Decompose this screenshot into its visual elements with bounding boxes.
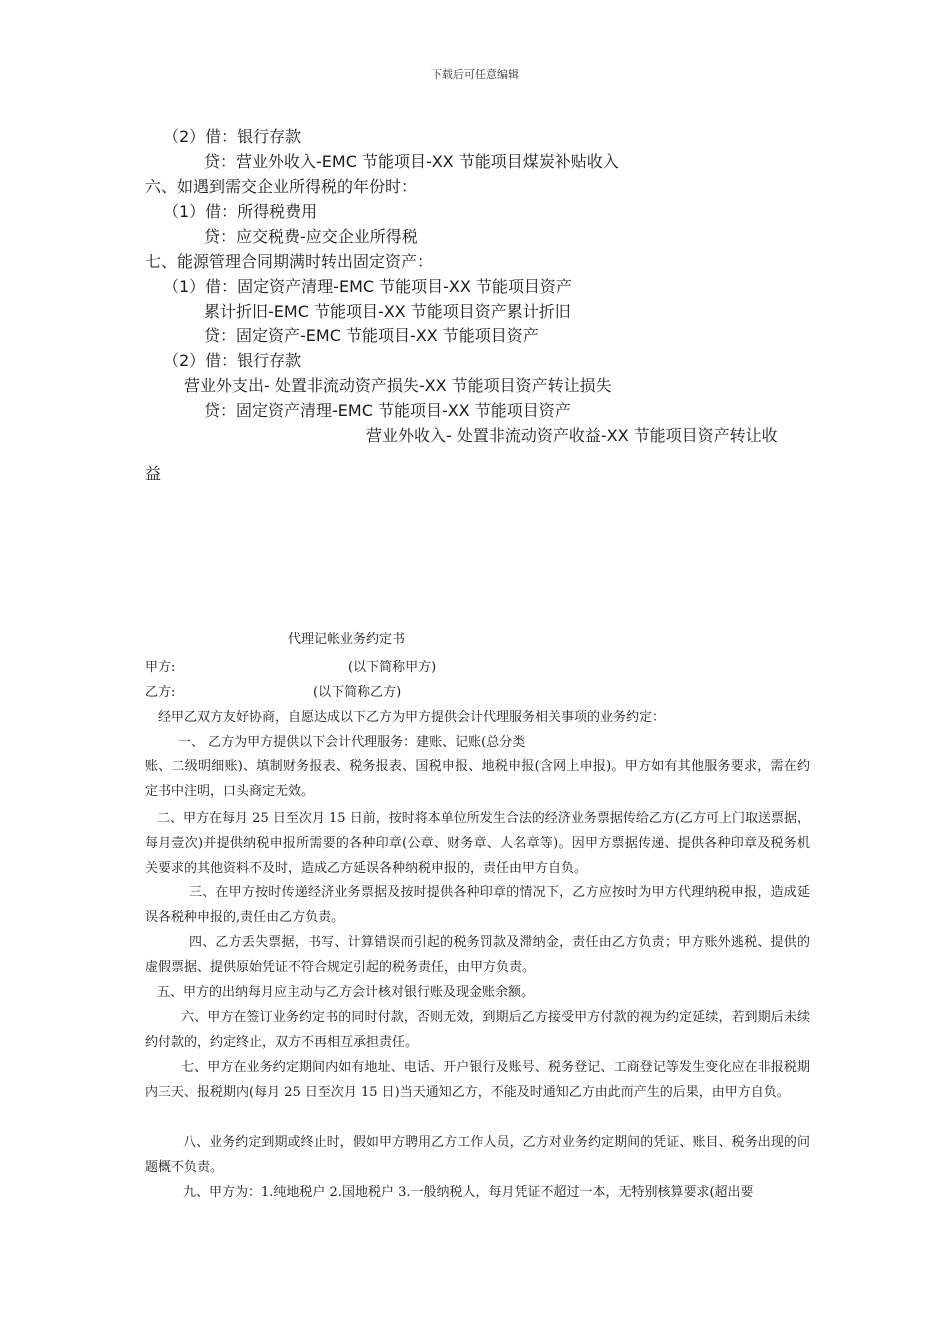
party-a-label: 甲方: xyxy=(145,660,176,675)
entry-line: （2）借：银行存款 xyxy=(163,351,302,370)
entry-line: （2）借：银行存款 xyxy=(163,127,302,146)
entry-line: 营业外收入- 处置非流动资产收益-XX 节能项目资产转让收 xyxy=(366,426,778,445)
entry-line: 贷：应交税费-应交企业所得税 xyxy=(204,227,418,246)
entry-line: 贷：固定资产-EMC 节能项目-XX 节能项目资产 xyxy=(204,326,539,345)
page-header: 下载后可任意编辑 xyxy=(431,68,519,81)
party-a-note: (以下简称甲方) xyxy=(348,660,437,675)
entry-line: 贷：固定资产清理-EMC 节能项目-XX 节能项目资产 xyxy=(204,401,571,420)
entry-line: 贷：营业外收入-EMC 节能项目-XX 节能项目煤炭补贴收入 xyxy=(204,152,619,171)
agreement-intro: 经甲乙双方友好协商，自愿达成以下乙方为甲方提供会计代理服务相关事项的业务约定： xyxy=(158,710,666,725)
clause-1-rest: 账、二级明细账)、填制财务报表、税务报表、国税申报、地税申报(含网上申报)。甲方如有其他服务要求，需在约定书中注明，口头商定无效。 xyxy=(145,759,810,799)
clause-8: 八、业务约定到期或终止时，假如甲方聘用乙方工作人员，乙方对业务约定期间的凭证、账目、税务出现的问题概不负责。 xyxy=(145,1135,810,1175)
entry-line: （1）借：固定资产清理-EMC 节能项目-XX 节能项目资产 xyxy=(163,277,572,296)
clause-5: 五、甲方的出纳每月应主动与乙方会计核对银行账及现金账余额。 xyxy=(157,985,535,1000)
agreement-title: 代理记帐业务约定书 xyxy=(288,632,406,647)
clause-3: 三、在甲方按时传递经济业务票据及按时提供各种印章的情况下，乙方应按时为甲方代理纳税申报，造成延误各税种申报的,责任由乙方负责。 xyxy=(145,885,810,925)
clause-9: 九、甲方为：1.纯地税户 2.国地税户 3.一般纳税人，每月凭证不超过一本，无特别核算要求(超出要 xyxy=(183,1185,754,1200)
entry-line: 营业外支出- 处置非流动资产损失-XX 节能项目资产转让损失 xyxy=(184,376,612,395)
entry-line: （1）借：所得税费用 xyxy=(163,202,318,221)
clause-6: 六、甲方在签订业务约定书的同时付款，否则无效，到期后乙方接受甲方付款的视为约定延续，若到期后未续约付款的，约定终止，双方不再相互承担责任。 xyxy=(145,1010,810,1050)
section-heading: 六、如遇到需交企业所得税的年份时： xyxy=(145,177,418,196)
clause-2: 二、甲方在每月 25 日至次月 15 日前，按时将本单位所发生合法的经济业务票据传给乙方(乙方可上门取送票据，每月壹次)并提供纳税申报所需要的各种印章(公章、财务章、人名章等)。因甲方票据传递、提供各种印章及税务机关要求的其他资料不及时，造成乙方延误各种纳税申报的，责任由甲方自负。 xyxy=(145,811,810,876)
entry-line: 累计折旧-EMC 节能项目-XX 节能项目资产累计折旧 xyxy=(204,302,571,321)
clause-1-first-line: 一、 乙方为甲方提供以下会计代理服务：建账、记账(总分类 xyxy=(178,735,526,750)
clause-7: 七、甲方在业务约定期间内如有地址、电话、开户银行及账号、税务登记、工商登记等发生变化应在非报税期内三天、报税期内(每月 25 日至次月 15 日)当天通知乙方，不能及时通知乙方由此而产生的后果，由甲方自负。 xyxy=(145,1060,810,1100)
clause-4: 四、乙方丢失票据，书写、计算错误而引起的税务罚款及滞纳金，责任由乙方负责；甲方账外逃税、提供的虚假票据、提供原始凭证不符合规定引起的税务责任，由甲方负责。 xyxy=(145,935,810,975)
party-b-note: (以下简称乙方) xyxy=(313,685,402,700)
section-heading: 七、能源管理合同期满时转出固定资产： xyxy=(145,252,434,271)
entry-line: 益 xyxy=(145,464,162,483)
party-b-label: 乙方: xyxy=(145,685,176,700)
